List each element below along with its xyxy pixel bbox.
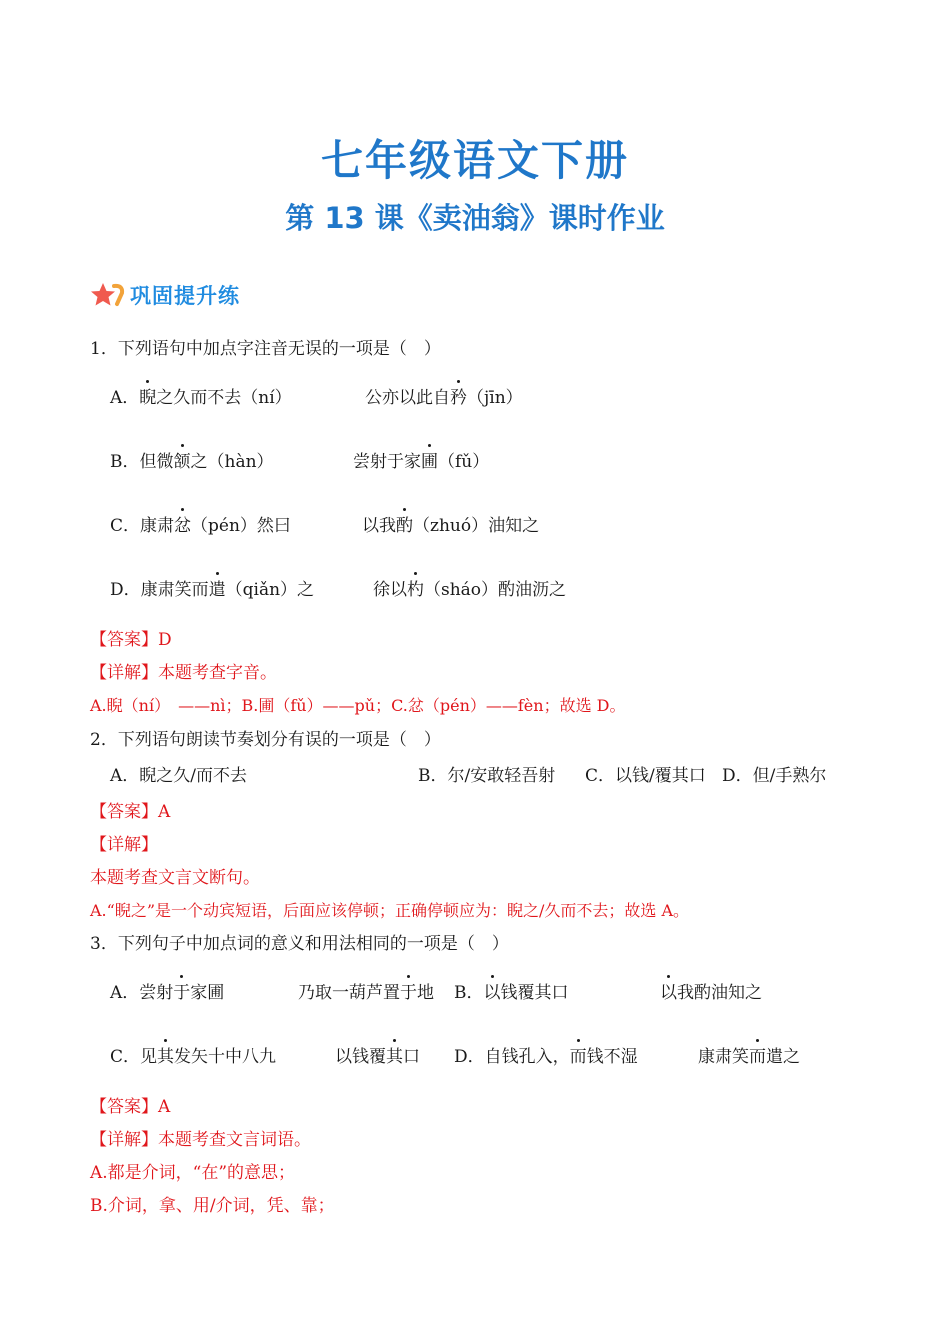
- q2-option-d: D．但/手熟尔: [722, 766, 827, 786]
- page-subtitle: 第 13 课《卖油翁》课时作业: [285, 201, 665, 235]
- q3-detail-2: B.介词，拿、用/介词，凭、靠；: [90, 1196, 335, 1216]
- q3-option-d-part1: D．自钱孔入，而钱不湿: [454, 1047, 638, 1067]
- q3-option-d-part2: 康肃笑而遣之: [698, 1047, 800, 1067]
- q2-detail-2: A.“睨之”是一个动宾短语，后面应该停顿；正确停顿应为：睨之/久而不去；故选 A。: [90, 901, 690, 920]
- q1-option-d-part1: D．康肃笑而遣（qiǎn）之: [110, 580, 315, 600]
- page-title: 七年级语文下册: [320, 136, 629, 185]
- star-icon: [90, 280, 126, 310]
- q1-option-b-part1: B．但微颔之（hàn）: [110, 452, 274, 472]
- q2-option-c: C．以钱/覆其口: [585, 766, 706, 786]
- q3-option-c-part1: C．见其发矢十中八九: [110, 1047, 277, 1067]
- q3-option-b-part1: B．以钱覆其口: [454, 983, 569, 1003]
- q3-option-c-part2: 以钱覆其口: [335, 1047, 420, 1067]
- q2-explanation: 【详解】: [90, 835, 158, 855]
- q1-option-c-part2: 以我酌（zhuó）油知之: [362, 516, 540, 536]
- q3-answer: 【答案】A: [90, 1097, 171, 1117]
- q1-option-a-part1: A．睨之久而不去（ní）: [110, 388, 292, 408]
- q3-option-b-part2: 以我酌油知之: [660, 983, 762, 1003]
- q2-option-b: B．尔/安敢轻吾射: [418, 766, 556, 786]
- q3-option-a-part2: 乃取一葫芦置于地: [298, 983, 434, 1003]
- section-label: 巩固提升练: [130, 284, 240, 308]
- q1-answer: 【答案】D: [90, 630, 172, 650]
- q3-detail-1: A.都是介词，“在”的意思；: [90, 1163, 296, 1183]
- q1-stem: 1．下列语句中加点字注音无误的一项是（ ）: [90, 339, 441, 359]
- q1-explanation: 【详解】本题考查字音。: [90, 663, 277, 683]
- q2-stem: 2．下列语句朗读节奏划分有误的一项是（ ）: [90, 730, 441, 750]
- q1-option-c-part1: C．康肃忿（pén）然曰: [110, 516, 291, 536]
- q1-option-b-part2: 尝射于家圃（fǔ）: [353, 452, 490, 472]
- section-heading: [90, 278, 240, 312]
- q1-option-d-part2: 徐以杓（sháo）酌油沥之: [373, 580, 567, 600]
- q2-detail-1: 本题考查文言文断句。: [90, 868, 260, 888]
- q2-option-a: A．睨之久/而不去: [110, 766, 248, 786]
- q1-detail: A.睨（ní） ——nì；B.圃（fǔ）——pǔ；C.忿（pén）——fèn；故选 D。: [90, 696, 626, 715]
- q3-explanation: 【详解】本题考查文言词语。: [90, 1130, 311, 1150]
- q1-option-a-part2: 公亦以此自矜（jīn）: [365, 388, 523, 408]
- q3-stem: 3．下列句子中加点词的意义和用法相同的一项是（ ）: [90, 934, 509, 954]
- q3-option-a-part1: A．尝射于家圃: [110, 983, 225, 1003]
- q2-answer: 【答案】A: [90, 802, 171, 822]
